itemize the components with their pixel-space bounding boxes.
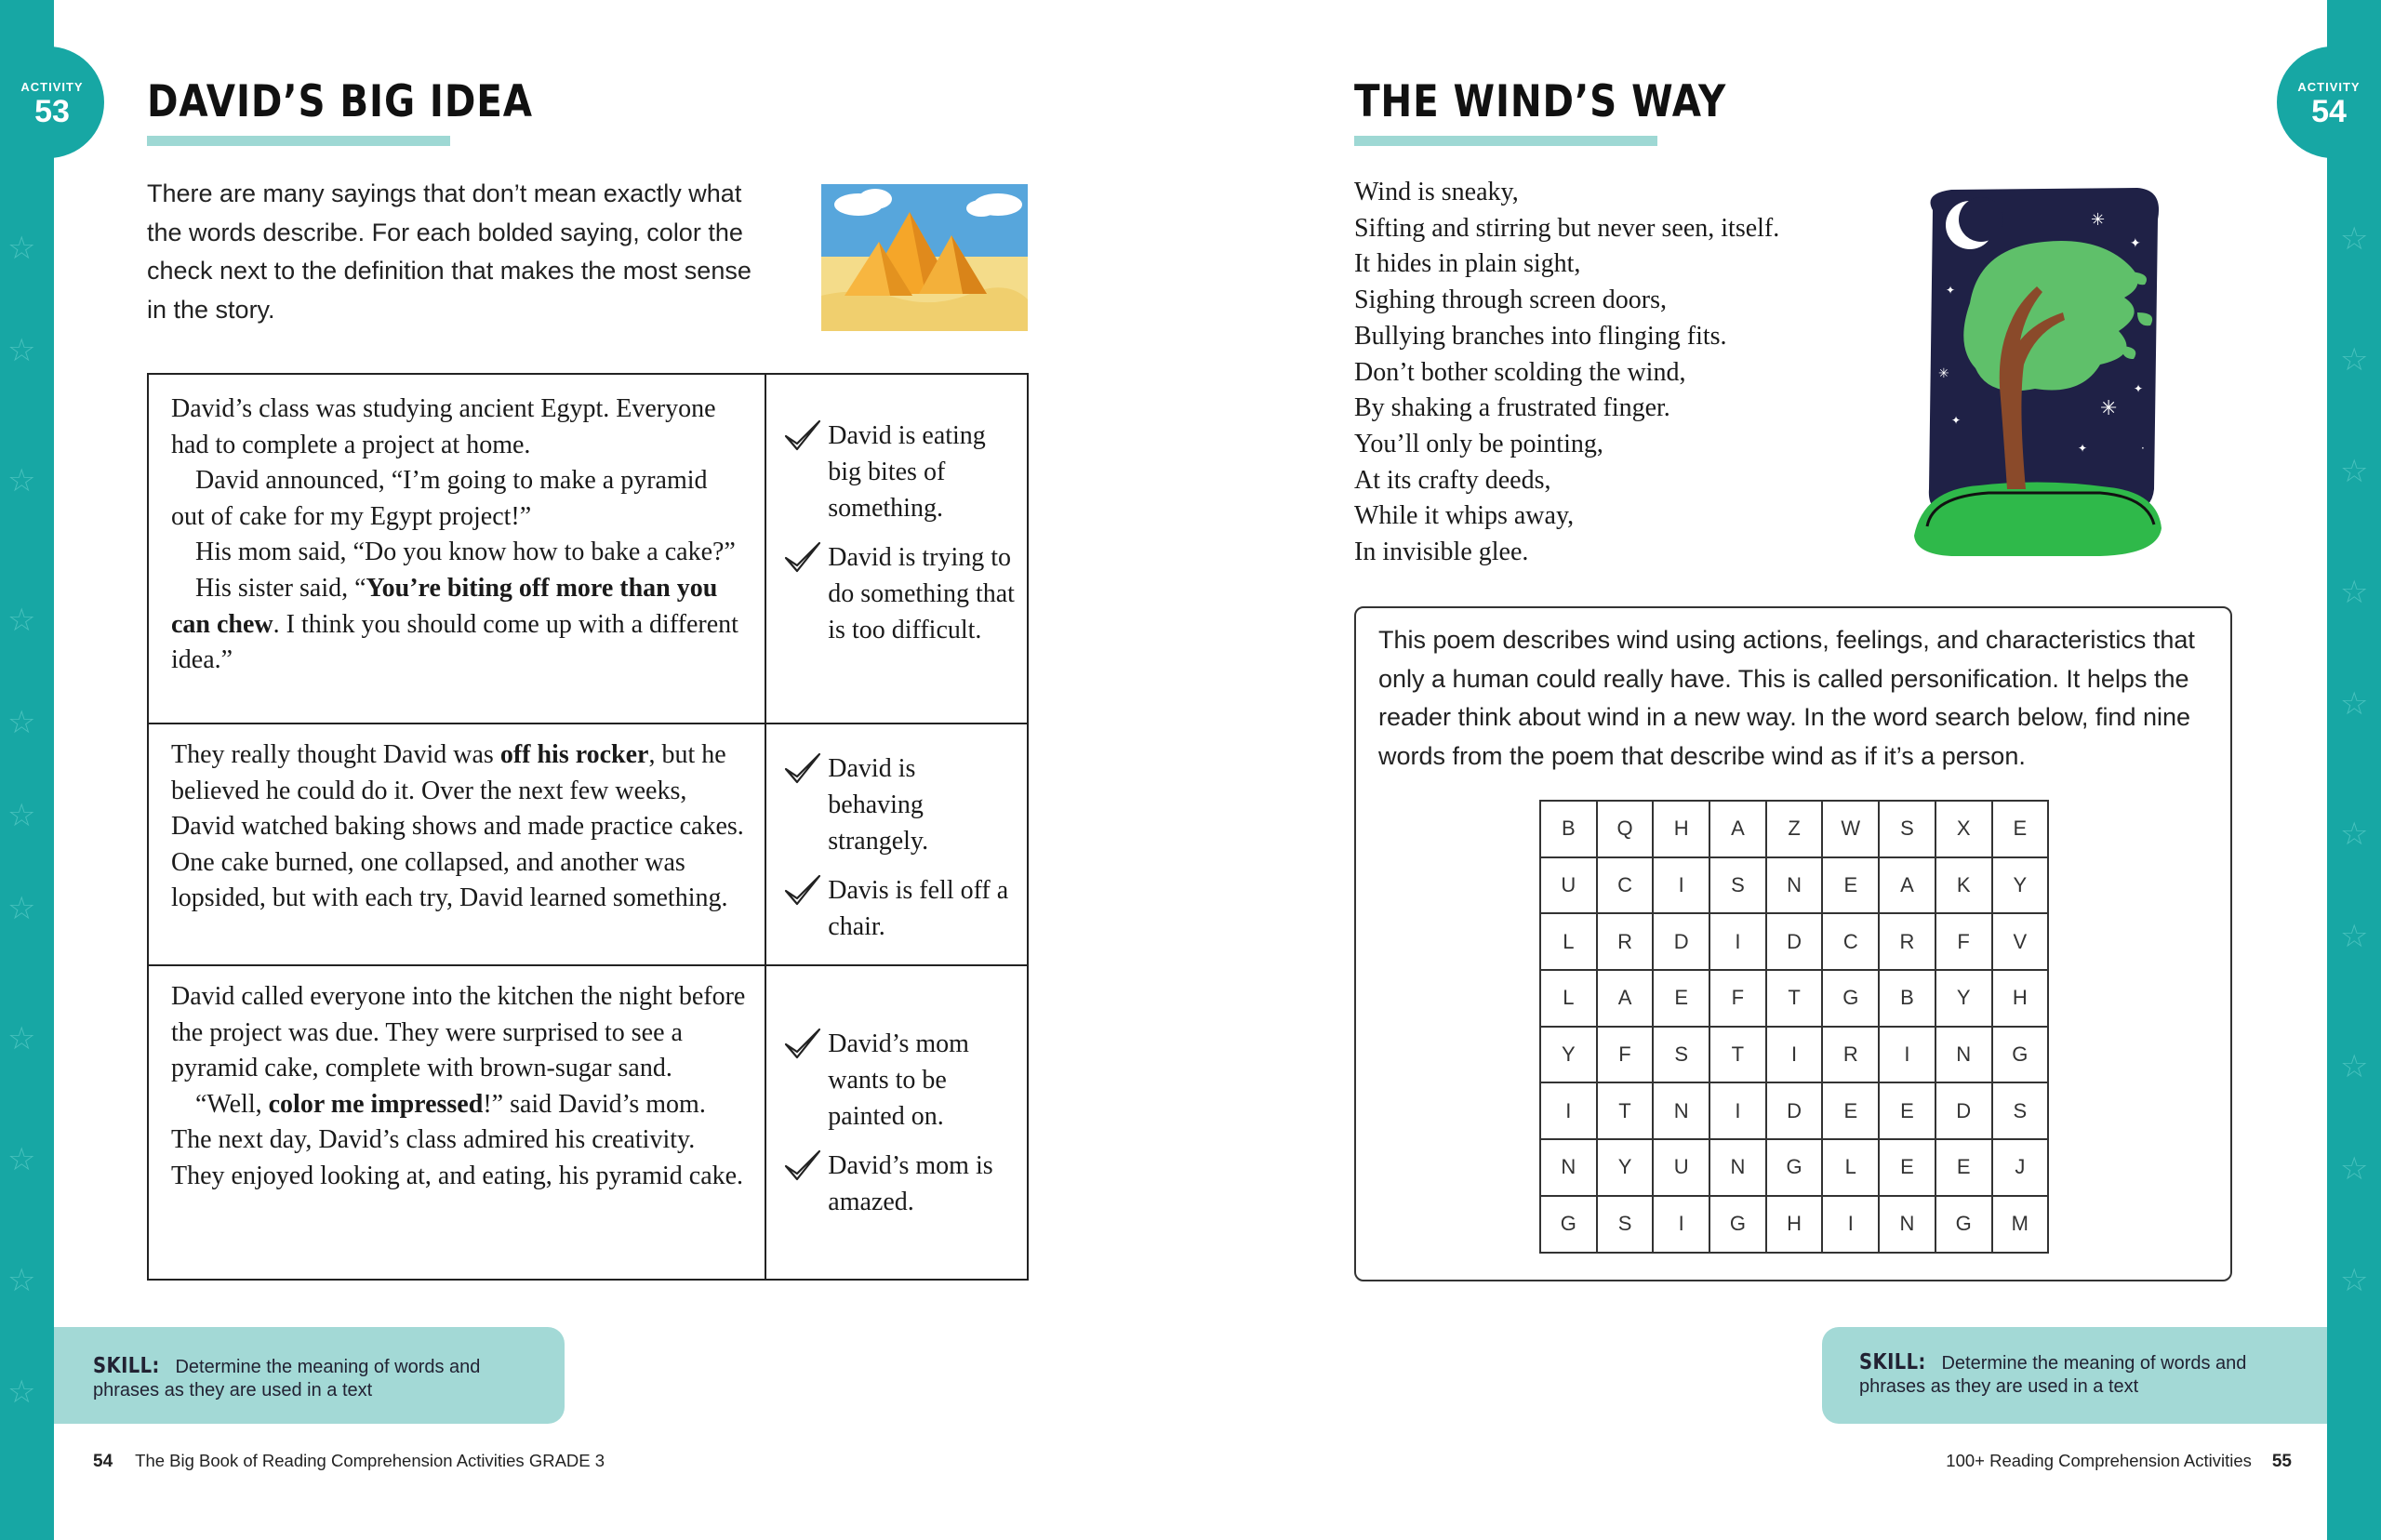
check-icon[interactable]: [783, 1148, 822, 1185]
grid-cell[interactable]: V: [1992, 913, 2049, 970]
grid-cell[interactable]: L: [1540, 913, 1597, 970]
passage-paragraph: They really thought David was off his rocker, but he believed he could do it. Over the next few weeks, David watched baking shows and made practice cakes. One cake burned, one collapsed, and another was lopsided, but with each try, David learned something.: [171, 740, 744, 913]
grid-row: [1540, 970, 2048, 1027]
answer-choices: [765, 965, 1028, 1280]
grid-cell[interactable]: Y: [1597, 1139, 1654, 1196]
bolded-saying: You’re biting off more than you can chew: [171, 573, 718, 639]
answer-choice[interactable]: David’s mom wants to be painted on.: [783, 1026, 1018, 1135]
grid-cell[interactable]: E: [1822, 1082, 1879, 1139]
check-icon[interactable]: [783, 872, 822, 909]
star-icon: ☆: [7, 890, 36, 927]
star-icon: ☆: [2340, 918, 2369, 955]
svg-text:✦: ✦: [2134, 382, 2144, 395]
answer-choice[interactable]: David is trying to do something that is too difficult.: [783, 539, 1018, 648]
grid-cell[interactable]: K: [1935, 857, 1992, 914]
star-icon: ☆: [2340, 816, 2369, 853]
answer-choice[interactable]: Davis is fell off a chair.: [783, 872, 1018, 945]
star-icon: ☆: [2340, 1150, 2369, 1188]
check-icon[interactable]: [783, 1026, 822, 1063]
activity-badge-54: [2277, 46, 2381, 158]
grid-cell[interactable]: F: [1709, 970, 1766, 1027]
grid-cell[interactable]: S: [1597, 1196, 1654, 1253]
poem-line: At its crafty deeds,: [1354, 465, 1551, 495]
word-search-box: [1354, 606, 2232, 1281]
bolded-saying: color me impressed: [268, 1089, 484, 1119]
grid-cell[interactable]: G: [1935, 1196, 1992, 1253]
grid-cell[interactable]: J: [1992, 1139, 2049, 1196]
star-icon: ☆: [7, 602, 36, 639]
grid-row: [1540, 1082, 2048, 1139]
star-icon: ☆: [2340, 1262, 2369, 1299]
star-icon: ☆: [7, 1020, 36, 1057]
grid-cell[interactable]: D: [1766, 913, 1823, 970]
activity-badge-53: [0, 46, 104, 158]
check-icon[interactable]: [783, 539, 822, 577]
grid-cell[interactable]: R: [1822, 1027, 1879, 1083]
grid-cell[interactable]: T: [1766, 970, 1823, 1027]
grid-cell[interactable]: N: [1709, 1139, 1766, 1196]
poem-line: By shaking a frustrated finger.: [1354, 393, 1670, 423]
grid-cell[interactable]: U: [1540, 857, 1597, 914]
star-icon: ☆: [7, 462, 36, 499]
grid-cell[interactable]: G: [1709, 1196, 1766, 1253]
grid-cell[interactable]: N: [1653, 1082, 1709, 1139]
star-icon: ☆: [2340, 220, 2369, 258]
grid-cell[interactable]: E: [1992, 801, 2049, 857]
grid-cell[interactable]: H: [1766, 1196, 1823, 1253]
check-icon[interactable]: [783, 750, 822, 788]
grid-cell[interactable]: Y: [1540, 1027, 1597, 1083]
activity-number: 54: [2311, 94, 2347, 129]
skill-text: Determine the meaning of words and: [175, 1357, 481, 1377]
grid-cell[interactable]: D: [1653, 913, 1709, 970]
grid-cell[interactable]: E: [1653, 970, 1709, 1027]
table-row: [148, 724, 1028, 965]
grid-cell[interactable]: X: [1935, 801, 1992, 857]
grid-cell[interactable]: Z: [1766, 801, 1823, 857]
grid-cell[interactable]: B: [1540, 801, 1597, 857]
left-edge-bar: [0, 0, 54, 1540]
grid-cell[interactable]: A: [1879, 857, 1935, 914]
grid-cell[interactable]: S: [1653, 1027, 1709, 1083]
grid-cell[interactable]: G: [1540, 1196, 1597, 1253]
grid-cell[interactable]: I: [1653, 857, 1709, 914]
grid-cell[interactable]: C: [1597, 857, 1654, 914]
activity-label: ACTIVITY: [2297, 80, 2361, 94]
answer-choices: [765, 724, 1028, 965]
grid-cell[interactable]: A: [1709, 801, 1766, 857]
table-row: [148, 965, 1028, 1280]
grid-cell[interactable]: E: [1879, 1139, 1935, 1196]
story-passage: [148, 965, 765, 1280]
skill-text: phrases as they are used in a text: [1859, 1376, 2139, 1397]
star-icon: ☆: [7, 1141, 36, 1178]
grid-cell[interactable]: I: [1822, 1196, 1879, 1253]
poem-line: Sighing through screen doors,: [1354, 285, 1667, 315]
grid-row: [1540, 1027, 2048, 1083]
poem-line: Don’t bother scolding the wind,: [1354, 357, 1686, 387]
grid-cell[interactable]: I: [1766, 1027, 1823, 1083]
skill-box: [1822, 1327, 2327, 1424]
svg-text:✦: ✦: [1951, 414, 1962, 427]
grid-cell[interactable]: N: [1766, 857, 1823, 914]
grid-cell[interactable]: H: [1992, 970, 2049, 1027]
footer-text: The Big Book of Reading Comprehension Activities GRADE 3: [135, 1451, 605, 1470]
star-icon: ☆: [7, 230, 36, 267]
poem: [1354, 175, 1875, 571]
star-icon: ☆: [2340, 685, 2369, 723]
grid-cell[interactable]: G: [1992, 1027, 2049, 1083]
grid-row: [1540, 913, 2048, 970]
poem-line: Bullying branches into flinging fits.: [1354, 321, 1727, 351]
grid-cell[interactable]: L: [1540, 970, 1597, 1027]
grid-cell[interactable]: D: [1935, 1082, 1992, 1139]
skill-text: Determine the meaning of words and: [1941, 1353, 2247, 1374]
grid-cell[interactable]: I: [1879, 1027, 1935, 1083]
footer-text: 100+ Reading Comprehension Activities: [1946, 1451, 2252, 1470]
passage-paragraph: His sister said, “You’re biting off more than you can chew. I think you should come up with a different idea.”: [171, 573, 738, 675]
grid-cell[interactable]: F: [1935, 913, 1992, 970]
star-icon: ☆: [2340, 574, 2369, 611]
skill-label: SKILL:: [1859, 1350, 1926, 1374]
star-icon: ☆: [7, 1374, 36, 1411]
word-search-instructions: This poem describes wind using actions, feelings, and characteristics that only a human could really have. This is called personification. It helps the reader think about wind in a new way. In the word search below, find nine words from the poem that describe wind as if it’s a person.: [1378, 626, 2195, 770]
windy-tree-illustration: [1914, 182, 2171, 558]
poem-line: Wind is sneaky,: [1354, 178, 1519, 206]
answer-choices: [765, 374, 1028, 724]
passage-paragraph: David announced, “I’m going to make a pyramid out of cake for my Egypt project!”: [171, 466, 708, 531]
poem-line: While it whips away,: [1354, 501, 1575, 531]
grid-cell[interactable]: I: [1709, 913, 1766, 970]
grid-cell[interactable]: N: [1879, 1196, 1935, 1253]
skill-text: phrases as they are used in a text: [93, 1380, 373, 1401]
grid-cell[interactable]: A: [1597, 970, 1654, 1027]
activity-number: 53: [34, 94, 70, 129]
page-number: 55: [2271, 1452, 2292, 1471]
star-icon: ☆: [2340, 453, 2369, 490]
skill-box: [54, 1327, 565, 1424]
grid-cell[interactable]: D: [1766, 1082, 1823, 1139]
svg-text:✦: ✦: [2130, 236, 2141, 251]
grid-cell[interactable]: G: [1766, 1139, 1823, 1196]
poem-line: It hides in plain sight,: [1354, 249, 1581, 279]
grid-cell[interactable]: C: [1822, 913, 1879, 970]
table-row: [148, 374, 1028, 724]
grid-cell[interactable]: Q: [1597, 801, 1654, 857]
grid-cell[interactable]: W: [1822, 801, 1879, 857]
grid-cell[interactable]: N: [1935, 1027, 1992, 1083]
grid-cell[interactable]: Y: [1935, 970, 1992, 1027]
passage-paragraph: David’s class was studying ancient Egypt. Everyone had to complete a project at home.: [171, 394, 716, 459]
passage-paragraph: His mom said, “Do you know how to bake a cake?”: [195, 538, 736, 567]
page-title: DAVID’S BIG IDEA: [147, 76, 533, 127]
svg-text:✦: ✦: [2078, 442, 2088, 455]
page-footer: [93, 1451, 605, 1472]
grid-row: [1540, 1139, 2048, 1196]
star-icon: ☆: [7, 332, 36, 369]
grid-row: [1540, 801, 2048, 857]
skill-label: SKILL:: [93, 1354, 160, 1378]
grid-cell[interactable]: T: [1597, 1082, 1654, 1139]
word-search-grid: [1539, 800, 2049, 1254]
grid-cell[interactable]: Y: [1992, 857, 2049, 914]
grid-cell[interactable]: H: [1653, 801, 1709, 857]
grid-cell[interactable]: S: [1992, 1082, 2049, 1139]
page-number: 54: [93, 1452, 113, 1471]
grid-cell[interactable]: L: [1822, 1139, 1879, 1196]
answer-choice[interactable]: David’s mom is amazed.: [783, 1148, 1018, 1220]
title-underline: [1354, 136, 1657, 146]
svg-text:·: ·: [2141, 442, 2145, 455]
grid-cell[interactable]: S: [1879, 801, 1935, 857]
story-table: [147, 373, 1029, 1281]
intro-text: There are many sayings that don’t mean exactly what the words describe. For each bolded saying, color the check next to the definition that makes the most sense in the story.: [147, 179, 752, 324]
grid-cell[interactable]: S: [1709, 857, 1766, 914]
page-title: THE WIND’S WAY: [1354, 76, 1727, 127]
svg-text:✳: ✳: [2100, 397, 2118, 420]
poem-line: In invisible glee.: [1354, 538, 1529, 567]
activity-label: ACTIVITY: [20, 80, 84, 94]
grid-cell[interactable]: E: [1822, 857, 1879, 914]
passage-paragraph: David called everyone into the kitchen the night before the project was due. They were surprised to see a pyramid cake, complete with brown-sugar sand.: [171, 982, 746, 1083]
grid-cell[interactable]: B: [1879, 970, 1935, 1027]
star-icon: ☆: [2340, 1048, 2369, 1085]
grid-cell[interactable]: E: [1879, 1082, 1935, 1139]
pyramid-illustration: [821, 184, 1028, 331]
star-icon: ☆: [7, 704, 36, 741]
grid-cell[interactable]: I: [1709, 1082, 1766, 1139]
story-passage: [148, 724, 765, 965]
grid-cell[interactable]: I: [1653, 1196, 1709, 1253]
grid-cell[interactable]: R: [1879, 913, 1935, 970]
passage-paragraph: “Well, color me impressed!” said David’s mom. The next day, David’s class admired his creativity. They enjoyed looking at, and eating, his pyramid cake.: [171, 1089, 744, 1190]
answer-choice[interactable]: David is behaving strangely.: [783, 750, 1018, 859]
grid-row: [1540, 857, 2048, 914]
right-edge-bar: [2327, 0, 2381, 1540]
grid-cell[interactable]: N: [1540, 1139, 1597, 1196]
grid-cell[interactable]: R: [1597, 913, 1654, 970]
title-underline: [147, 136, 450, 146]
svg-text:✳: ✳: [1938, 366, 1949, 381]
grid-cell[interactable]: G: [1822, 970, 1879, 1027]
svg-text:✳: ✳: [2091, 210, 2106, 230]
bolded-saying: off his rocker: [499, 740, 649, 769]
check-icon[interactable]: [783, 418, 822, 455]
story-passage: [148, 374, 765, 724]
answer-choice[interactable]: David is eating big bites of something.: [783, 418, 1018, 526]
grid-cell[interactable]: U: [1653, 1139, 1709, 1196]
svg-text:✦: ✦: [1946, 284, 1956, 297]
page-footer: [1946, 1451, 2292, 1472]
grid-cell[interactable]: I: [1540, 1082, 1597, 1139]
grid-cell[interactable]: M: [1992, 1196, 2049, 1253]
poem-line: You’ll only be pointing,: [1354, 429, 1603, 458]
grid-cell[interactable]: T: [1709, 1027, 1766, 1083]
star-icon: ☆: [7, 797, 36, 834]
grid-cell[interactable]: F: [1597, 1027, 1654, 1083]
poem-line: Sifting and stirring but never seen, itself.: [1354, 213, 1780, 243]
star-icon: ☆: [7, 1262, 36, 1299]
grid-cell[interactable]: E: [1935, 1139, 1992, 1196]
grid-row: [1540, 1196, 2048, 1253]
star-icon: ☆: [2340, 341, 2369, 378]
